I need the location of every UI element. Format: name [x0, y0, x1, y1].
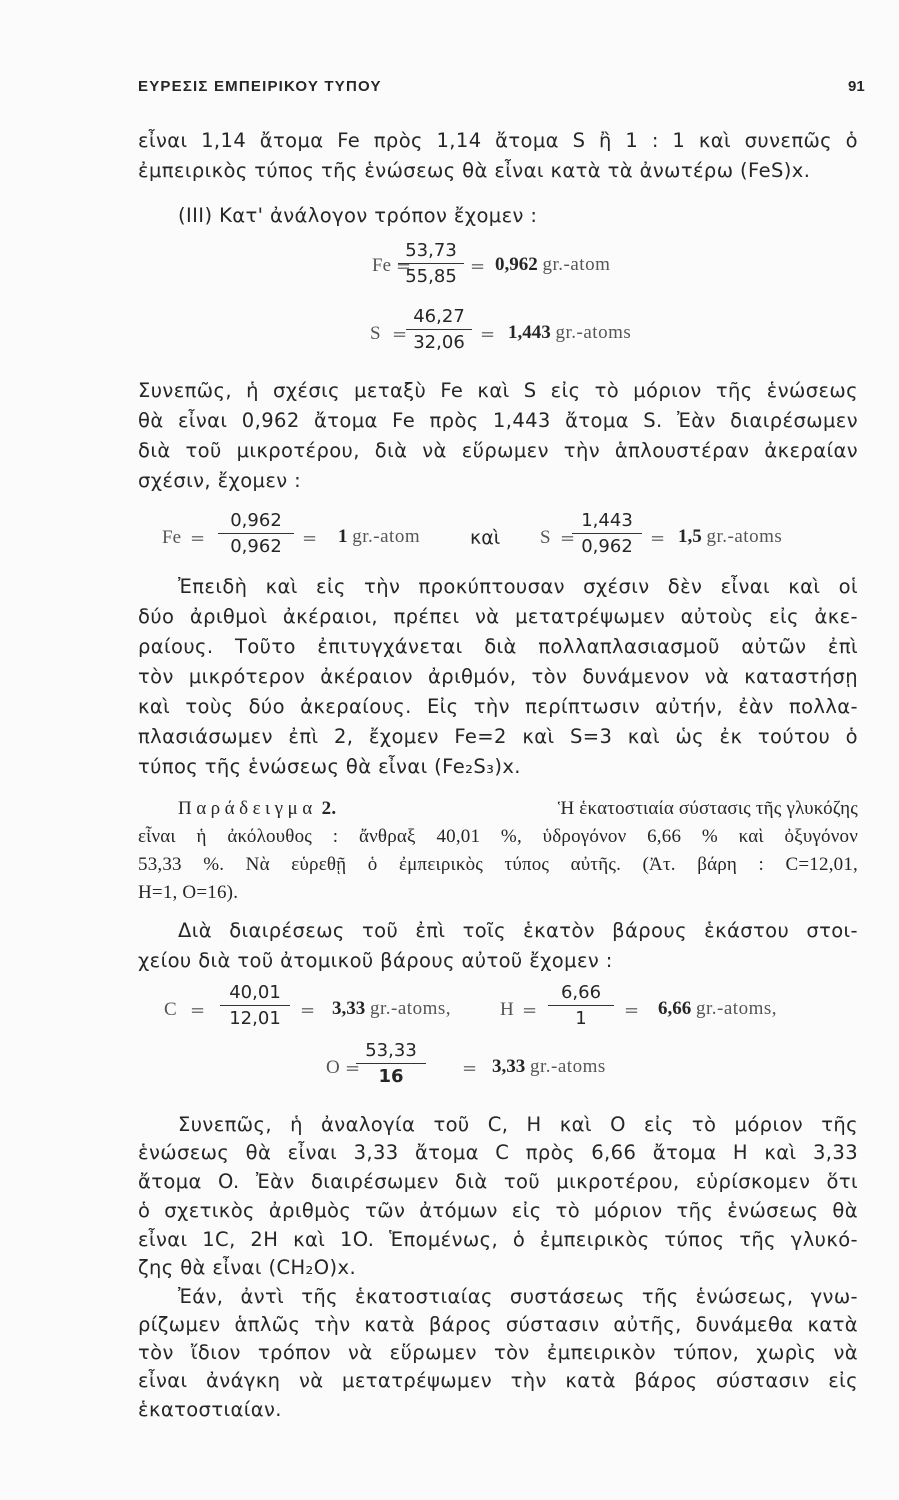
- text-line: Ἐπειδὴ καὶ εἰς τὴν προκύπτουσαν σχέσιν δὲν εἶναι καὶ οἱ: [178, 575, 858, 598]
- text-line: πλασιάσωμεν ἐπὶ 2, ἔχομεν Fe=2 καὶ S=3 καὶ ὡς ἐκ τούτου ὁ: [138, 725, 858, 748]
- running-header: ΕΥΡΕΣΙΣ ΕΜΠΕΙΡΙΚΟΥ ΤΥΠΟΥ: [138, 78, 382, 95]
- text-line: σχέσιν, ἔχομεν :: [138, 469, 302, 492]
- text-line: Ἐάν, ἀντὶ τῆς ἑκατοστιαίας συστάσεως τῆς ἑνώσεως, γνω-: [178, 1285, 858, 1308]
- text-line: ἑνώσεως θὰ εἶναι 3,33 ἄτομα C πρὸς 6,66 ἄτομα H καὶ 3,33: [138, 1141, 858, 1164]
- text-line: ζης θὰ εἶναι (CH₂O)x.: [138, 1256, 357, 1279]
- text-line: καὶ τοὺς δύο ἀκεραίους. Εἰς τὴν περίπτωσιν αὐτήν, ἐὰν πολλα-: [138, 695, 858, 718]
- example-number: 2.: [321, 798, 337, 819]
- text-line: εἶναι 1,14 ἄτομα Fe πρὸς 1,14 ἄτομα S ἢ 1 : 1 καὶ συνεπῶς ὁ: [138, 129, 858, 152]
- text-line: τύπος τῆς ἑνώσεως θὰ εἶναι (Fe₂S₃)x.: [138, 755, 521, 778]
- text-line: εἶναι 1C, 2H καὶ 1O. Ἑπομένως, ὁ ἐμπειρικὸς τύπος τῆς γλυκό-: [138, 1228, 858, 1251]
- text-line: ραίους. Τοῦτο ἐπιτυγχάνεται διὰ πολλαπλασιασμοῦ αὐτῶν ἐπὶ: [138, 635, 858, 658]
- text-line: Συνεπῶς, ἡ ἀναλογία τοῦ C, H καὶ O εἰς τὸ μόριον τῆς: [178, 1113, 858, 1136]
- text-line: εἶναι ἡ ἀκόλουθος : ἄνθραξ 40,01 %, ὑδρογόνον 6,66 % καὶ ὀξυγόνον: [138, 826, 858, 847]
- example-label: Παράδειγμα: [178, 798, 317, 819]
- example-text: Ἡ ἑκατοστιαία σύστασις τῆς γλυκόζης: [557, 798, 858, 819]
- example-heading: [178, 796, 858, 822]
- text-line: ἐμπειρικὸς τύπος τῆς ἑνώσεως θὰ εἶναι κατὰ τὰ ἀνωτέρω (FeS)x.: [138, 159, 811, 182]
- text-line: χείου διὰ τοῦ ἀτομικοῦ βάρους αὐτοῦ ἔχομεν :: [138, 949, 613, 972]
- text-line: δύο ἀριθμοὶ ἀκέραιοι, πρέπει νὰ μετατρέψωμεν αὐτοὺς εἰς ἀκε-: [138, 605, 858, 628]
- text-line: 53,33 %. Νὰ εὑρεθῇ ὁ ἐμπειρικὸς τύπος αὐτῆς. (Ἀτ. βάρη : C=12,01,: [138, 854, 858, 875]
- text-line: ὁ σχετικὸς ἀριθμὸς τῶν ἀτόμων εἰς τὸ μόριον τῆς ἑνώσεως θὰ: [138, 1199, 858, 1222]
- page-number: 91: [848, 78, 865, 95]
- text-line: H=1, O=16).: [138, 882, 239, 903]
- case-heading: (III) Κατ' ἀνάλογον τρόπον ἔχομεν :: [178, 204, 538, 227]
- text-line: εἶναι ἀνάγκη νὰ μετατρέψωμεν τὴν κατὰ βάρος σύστασιν εἰς: [138, 1369, 858, 1392]
- text-line: τὸν ἴδιον τρόπον νὰ εὕρωμεν τὸν ἐμπειρικὸν τύπον, χωρὶς νὰ: [138, 1341, 858, 1364]
- text-line: ρίζωμεν ἁπλῶς τὴν κατὰ βάρος σύστασιν αὐτῆς, δυνάμεθα κατὰ: [138, 1313, 858, 1336]
- text-line: ἄτομα O. Ἐὰν διαιρέσωμεν διὰ τοῦ μικροτέρου, εὑρίσκομεν ὅτι: [138, 1170, 858, 1193]
- text-line: διὰ τοῦ μικροτέρου, διὰ νὰ εὕρωμεν τὴν ἁπλουστέραν ἀκεραίαν: [138, 439, 858, 462]
- text-line: θὰ εἶναι 0,962 ἄτομα Fe πρὸς 1,443 ἄτομα S. Ἐὰν διαιρέσωμεν: [138, 409, 858, 432]
- book-page: ΕΥΡΕΣΙΣ ΕΜΠΕΙΡΙΚΟΥ ΤΥΠΟΥ 91 εἶναι 1,14 ἄτομα Fe πρὸς 1,14 ἄτομα S ἢ 1 : 1 καὶ συνεπῶς ὁ ἐμπειρικὸς τύπος τῆς ἑνώσεως θὰ εἶναι κατὰ τὰ ἀνωτέρω (FeS)x. (III) Κατ' ἀνάλογον τρόπον ἔχομεν : Fe = $\frac{53,73}{55,85}$ = 0,962 gr.-atom S = $\frac{46,27}{32,06}$ = 1,443 gr.-atoms Συνεπῶς, ἡ σχέσις μεταξὺ Fe καὶ S εἰς τὸ μόριον τῆς ἑνώσεως θὰ εἶναι 0,962 ἄτομα Fe πρὸς 1,443 ἄτομα S. Ἐὰν διαιρέσωμεν διὰ τοῦ μικροτέρου, διὰ νὰ εὕρωμεν τὴν ἁπλουστέραν ἀκεραίαν σχέσιν, ἔχομεν : Fe = $\frac{0,962}{0,962}$ = 1 gr.-atom καὶ S = $\frac{1,443}{0,962}$ = 1,5 gr.-atoms Ἐπειδὴ καὶ εἰς τὴν προκύπτουσαν σχέσιν δὲν εἶναι καὶ οἱ δύο ἀριθμοὶ ἀκέραιοι, πρέπει νὰ μετατρέψωμεν αὐτοὺς εἰς ἀκε- ραίους. Τοῦτο ἐπιτυγχάνεται διὰ πολλαπλασιασμοῦ αὐτῶν ἐπὶ τὸν μικρότερον ἀκέραιον ἀριθμόν, τὸν δυνάμενον νὰ καταστήσῃ καὶ τοὺς δύο ἀκεραίους. Εἰς τὴν περίπτωσιν αὐτήν, ἐὰν πολλα- πλασιάσωμεν ἐπὶ 2, ἔχομεν Fe=2 καὶ S=3 καὶ ὡς ἐκ τούτου ὁ τύπος τῆς ἑνώσεως θὰ εἶναι (Fe₂S₃)x. Παράδειγμα 2. Ἡ ἑκατοστιαία σύστασις τῆς γλυκόζης εἶναι ἡ ἀκόλουθος : ἄνθραξ 40,01 %, ὑδρογόνον 6,66 % καὶ ὀξυγόνον 53,33 %. Νὰ εὑρεθῇ ὁ ἐμπειρικὸς τύπος αὐτῆς. (Ἀτ. βάρη : C=12,01, H=1, O=16). Διὰ διαιρέσεως τοῦ ἐπὶ τοῖς ἑκατὸν βάρους ἑκάστου στοι- χείου διὰ τοῦ ἀτομικοῦ βάρους αὐτοῦ ἔχομεν : C = $\frac{40,01}{12,01}$ = 3,33 gr.-atoms, H = $\frac{6,66}{1}$ = 6,66 gr.-atoms, O = $\frac{53,33}{16}$ = 3,33 gr.-atoms Συνεπῶς, ἡ ἀναλογία τοῦ C, H καὶ O εἰς τὸ μόριον τῆς ἑνώσεως θὰ εἶναι 3,33 ἄτομα C πρὸς 6,66 ἄτομα H καὶ 3,33 ἄτομα O. Ἐὰν διαιρέσωμεν διὰ τοῦ μικροτέρου, εὑρίσκομεν ὅτι ὁ σχετικὸς ἀριθμὸς τῶν ἀτόμων εἰς τὸ μόριον τῆς ἑνώσεως θὰ εἶναι 1C, 2H καὶ 1O. Ἑπομένως, ὁ ἐμπειρικὸς τύπος τῆς γλυκό- ζης θὰ εἶναι (CH₂O)x. Ἐάν, ἀντὶ τῆς ἑκατοστιαίας συστάσεως τῆς ἑνώσεως, γνω- ρίζωμεν ἁπλῶς τὴν κατὰ βάρος σύστασιν αὐτῆς, δυνάμεθα κατὰ τὸν ἴδιον τρόπον νὰ εὕρωμεν τὸν ἐμπειρικὸν τύπον, χωρὶς νὰ εἶναι ἀνάγκη νὰ μετατρέψωμεν τὴν κατὰ βάρος σύστασιν εἰς ἑκατοστιαίαν.: [138, 78, 865, 1421]
- text-line: Διὰ διαιρέσεως τοῦ ἐπὶ τοῖς ἑκατὸν βάρους ἑκάστου στοι-: [178, 919, 858, 942]
- text-line: Συνεπῶς, ἡ σχέσις μεταξὺ Fe καὶ S εἰς τὸ μόριον τῆς ἑνώσεως: [138, 379, 858, 402]
- text-line: τὸν μικρότερον ἀκέραιον ἀριθμόν, τὸν δυνάμενον νὰ καταστήσῃ: [138, 665, 858, 688]
- text-line: ἑκατοστιαίαν.: [138, 1398, 282, 1421]
